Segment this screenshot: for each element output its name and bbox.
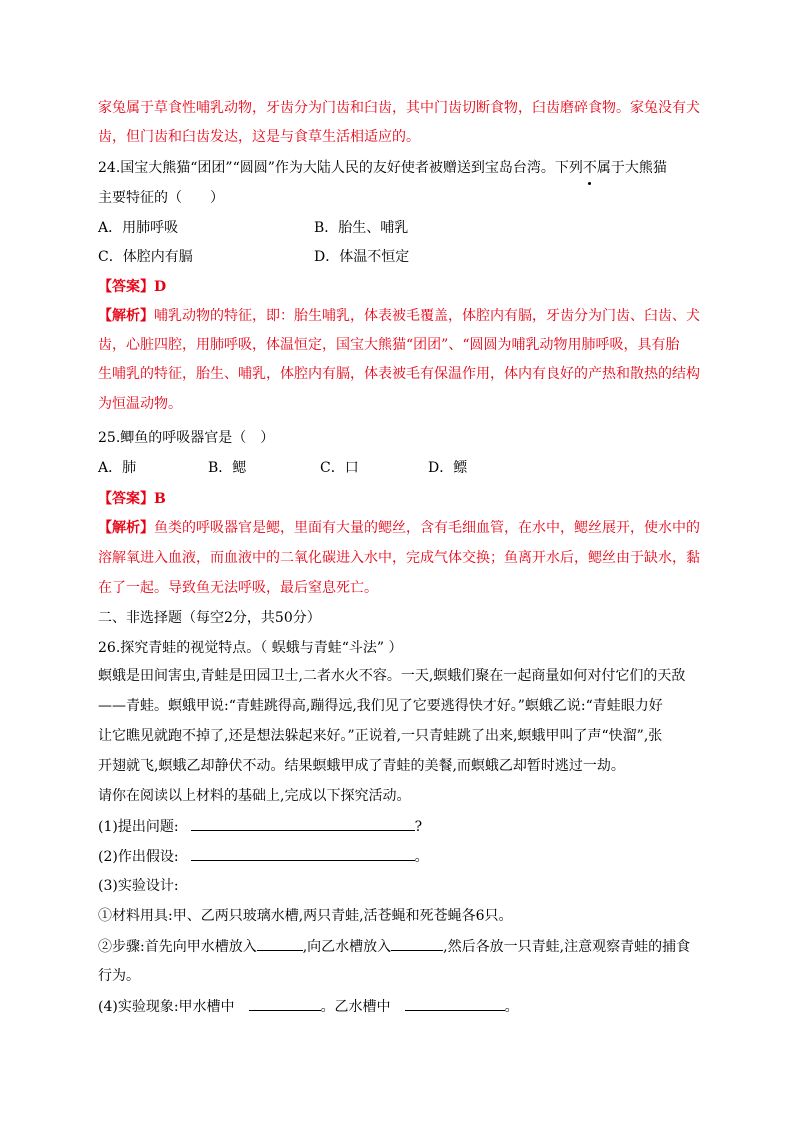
q26-paragraph-line3: 让它瞧见就跑不掉了,还是想法躲起来好。”正说着,一只青蛙跳了出来,螟蛾甲叫了声“快溜”,张 <box>98 728 663 744</box>
q24-analysis-text1: 哺乳动物的特征，即：胎生哺乳，体表被毛覆盖，体腔内有膈，牙齿分为门齿、臼齿、犬 <box>154 308 700 324</box>
q26-step4 <box>98 996 519 1017</box>
q24-answer: 【答案】D <box>98 279 167 295</box>
q24-analysis-line2: 齿，心脏四腔，用肺呼吸，体温恒定，国宝大熊猫“团团”、“圆圆为哺乳动物用肺呼吸，具有胎 <box>98 337 680 353</box>
q24-stem-line1 <box>98 158 667 178</box>
q25-analysis-line2: 溶解氧进入血液，而血液中的二氧化碳进入水中，完成气体交换；鱼离开水后，鳃丝由于缺水，黏 <box>98 550 700 566</box>
q24-option-c: C．体腔内有膈 <box>98 249 193 265</box>
q26-step4-label: (4)实验现象:甲水槽中 <box>98 999 235 1015</box>
q26-step1-blank <box>191 816 415 831</box>
q26-step1-end: ? <box>414 819 423 835</box>
q23-analysis-line2: 齿，但门齿和臼齿发达，这是与食草生活相适应的。 <box>98 129 420 145</box>
q24-option-d: D．体温不恒定 <box>314 249 410 265</box>
q26-step3-procedure <box>98 936 690 957</box>
q26-paragraph-line2: ——青蛙。螟蛾甲说:“青蛙跳得高,蹦得远,我们见了它要逃得快才好。”螟蛾乙说:“青蛙眼力好 <box>98 698 663 714</box>
q26-stem: 26.探究青蛙的视觉特点。（ 蜈蛾与青蛙“斗法” ） <box>98 640 403 656</box>
q24-analysis-line4: 为恒温动物。 <box>98 396 182 412</box>
q24-option-b: B．胎生、哺乳 <box>314 220 409 236</box>
q26-procedure-blank-b <box>391 936 443 951</box>
q26-step1-label: (1)提出问题: <box>98 819 179 835</box>
q24-emphasis-mark: 不 <box>582 160 597 176</box>
q25-analysis-line1 <box>98 518 700 538</box>
q26-procedure-blank-a <box>257 936 303 951</box>
q25-analysis-line3: 在了一起。导致鱼无法呼吸，最后窒息死亡。 <box>98 580 378 596</box>
q24-analysis-line1 <box>98 306 700 326</box>
q23-analysis-line1: 家兔属于草食性哺乳动物，牙齿分为门齿和臼齿，其中门齿切断食物，臼齿磨碎食物。家兔没有犬 <box>98 100 700 116</box>
q25-option-c: C．口 <box>320 460 359 476</box>
q26-step4-blank-a <box>249 996 321 1011</box>
q26-step3-label: (3)实验设计: <box>98 878 179 894</box>
q24-analysis-label: 【解析】 <box>98 308 154 324</box>
q25-analysis-label: 【解析】 <box>98 520 154 536</box>
q24-stem-text: 24.国宝大熊猫“团团”“圆圆”作为大陆人民的友好使者被赠送到宝岛台湾。下列 <box>98 160 583 176</box>
q25-option-b: B．鳃 <box>208 460 247 476</box>
q25-option-d: D．鳔 <box>428 460 468 476</box>
q26-step2-end: 。 <box>414 849 429 865</box>
q25-stem: 25.鲫鱼的呼吸器官是（ ） <box>98 430 275 446</box>
q26-step3-procedure-line2: 行为。 <box>98 968 140 984</box>
q26-step4-end: 。 <box>504 999 519 1015</box>
q26-step4-blank-b <box>405 996 505 1011</box>
q25-option-a: A．肺 <box>98 460 137 476</box>
q26-procedure-text-a: ②步骤:首先向甲水槽放入 <box>98 939 257 955</box>
q26-instruction: 请你在阅读以上材料的基础上,完成以下探究活动。 <box>98 788 411 804</box>
q26-paragraph-line1: 螟蛾是田间害虫,青蛙是田园卫士,二者水火不容。一天,螟蛾们聚在一起商量如何对付它们的天敌 <box>98 668 686 684</box>
q26-step2-blank <box>191 846 415 861</box>
q26-procedure-text-c: ,然后各放一只青蛙,注意观察青蛙的捕食 <box>443 939 691 955</box>
q26-step2-label: (2)作出假设: <box>98 849 179 865</box>
q26-step4-mid: 。乙水槽中 <box>320 999 391 1015</box>
q24-option-a: A．用肺呼吸 <box>98 220 179 236</box>
q26-step3-materials: ①材料用具:甲、乙两只玻璃水槽,两只青蛙,活苍蝇和死苍蝇各6只。 <box>98 908 513 924</box>
q26-procedure-text-b: ,向乙水槽放入 <box>302 939 392 955</box>
section2-title: 二、非选择题（每空2分，共50分） <box>98 610 321 626</box>
q26-step2 <box>98 846 429 867</box>
q24-stem-line2: 主要特征的（ ） <box>98 190 224 206</box>
q26-step1 <box>98 816 422 837</box>
q24-stem-text-end: 属于大熊猫 <box>596 160 667 176</box>
q25-answer: 【答案】B <box>98 491 166 507</box>
q26-paragraph-line4: 开翅就飞,螟蛾乙却静伏不动。结果螟蛾甲成了青蛙的美餐,而螟蛾乙却暂时逃过一劫。 <box>98 758 625 774</box>
q25-analysis-text1: 鱼类的呼吸器官是鳃，里面有大量的鳃丝，含有毛细血管，在水中，鳃丝展开，使水中的 <box>154 520 700 536</box>
q24-analysis-line3: 生哺乳的特征，胎生、哺乳，体腔内有膈，体表被毛有保温作用，体内有良好的产热和散热的结构 <box>98 366 700 382</box>
